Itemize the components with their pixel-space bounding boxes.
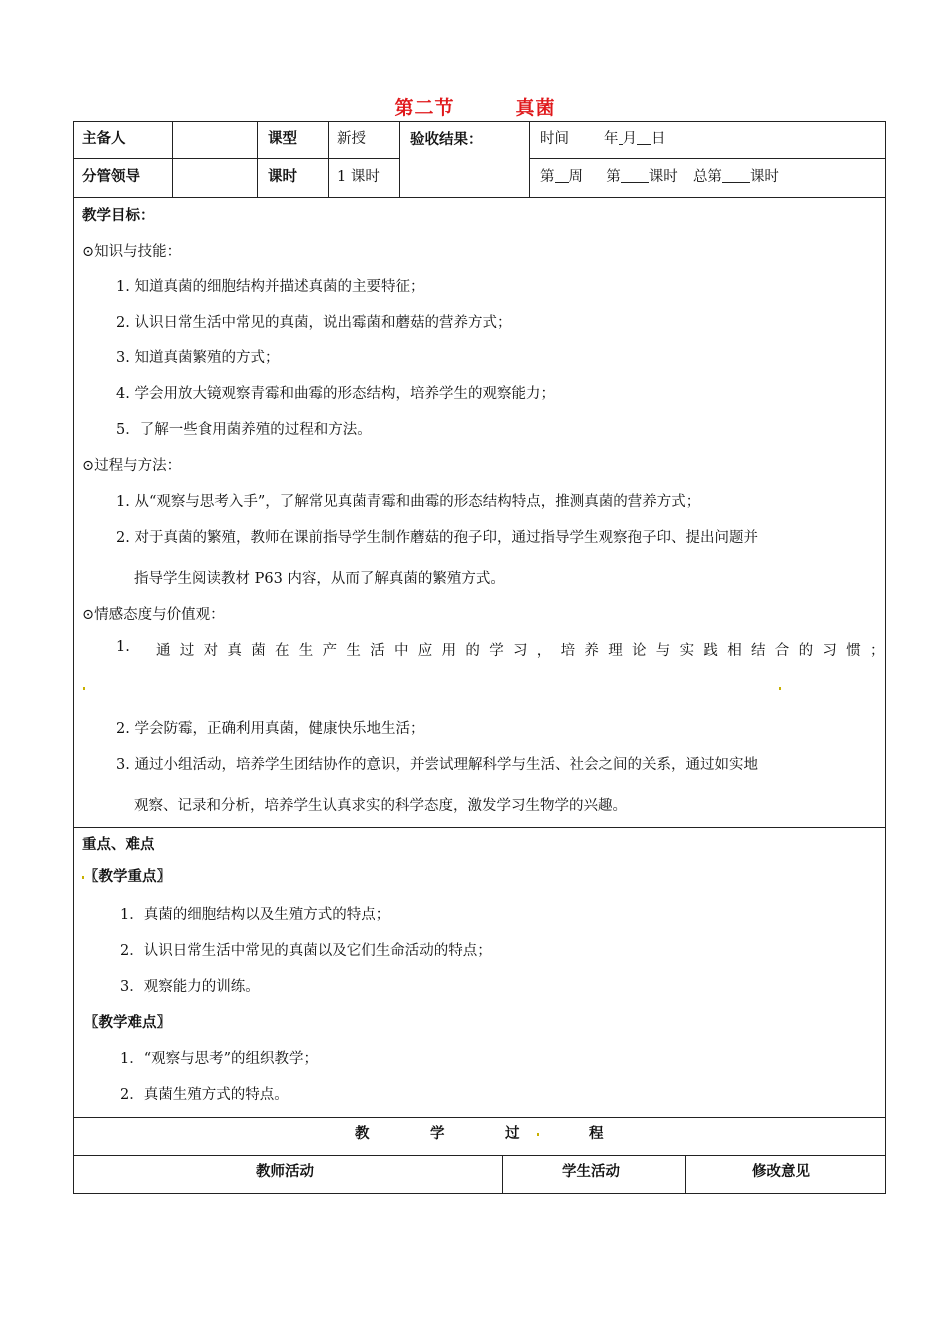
time-month: 月 <box>622 131 637 147</box>
hours-label: 课时 <box>268 168 297 185</box>
week-blank <box>555 168 569 183</box>
attitude-item: 3. 通过小组活动，培养学生团结协作的意识，并尝试理解科学与生活、社会之间的关系，通过如实地 <box>116 757 758 773</box>
week-label: 周 <box>568 169 583 185</box>
header-col-divider <box>172 121 173 198</box>
process-heading-char: 教 <box>355 1125 370 1142</box>
knowledge-item: 5．了解一些食用菌养殖的过程和方法。 <box>116 422 372 438</box>
difficulty-heading: 〖教学难点〗 <box>84 1014 171 1031</box>
knowledge-item: 1. 知道真菌的细胞结构并描述真菌的主要特征； <box>116 279 425 295</box>
stray-mark <box>537 1133 539 1136</box>
key-points-section <box>73 827 886 1118</box>
time-label: 时间 <box>540 131 569 147</box>
column-student-activity: 学生活动 <box>562 1163 620 1180</box>
column-teacher-activity: 教师活动 <box>256 1163 314 1180</box>
period-label: 课时 <box>648 169 678 185</box>
header-row-divider <box>73 158 399 159</box>
process-heading-char: 程 <box>589 1125 604 1142</box>
process-col-divider <box>685 1155 686 1194</box>
objectives-heading: 教学目标： <box>82 207 155 224</box>
header-col-divider <box>399 121 400 198</box>
day-blank <box>637 130 651 145</box>
header-col-divider <box>529 121 530 198</box>
difficulty-item: 2．真菌生殖方式的特点。 <box>120 1087 289 1103</box>
difficulty-item: 1．“观察与思考”的组织教学； <box>120 1051 319 1067</box>
period-blank <box>621 168 649 183</box>
process-heading-char: 过 <box>505 1125 520 1142</box>
stray-mark <box>83 687 85 690</box>
column-revision-notes: 修改意见 <box>752 1163 810 1180</box>
acceptance-label: 验收结果： <box>410 131 483 148</box>
time-value <box>604 127 666 148</box>
process-col-divider <box>502 1155 503 1194</box>
knowledge-heading: ⊙知识与技能： <box>82 244 182 260</box>
header-row-divider-right <box>529 158 886 159</box>
week-prefix: 第 <box>540 169 555 185</box>
process-heading-char: 学 <box>430 1125 445 1142</box>
stray-mark <box>82 876 84 879</box>
attitude-heading: ⊙情感态度与价值观： <box>82 607 225 623</box>
stray-mark <box>779 687 781 690</box>
attitude-item-continued: 观察、记录和分析，培养学生认真求实的科学态度，激发学习生物学的兴趣。 <box>134 798 627 814</box>
header-col-divider <box>257 121 258 198</box>
period-prefix: 第 <box>606 169 621 185</box>
total-prefix: 总第 <box>692 169 722 185</box>
knowledge-item: 4. 学会用放大镜观察青霉和曲霉的形态结构，培养学生的观察能力； <box>116 386 555 402</box>
process-item-continued: 指导学生阅读教材 P63 内容，从而了解真菌的繁殖方式。 <box>134 571 505 587</box>
lesson-type-value: 新授 <box>337 131 366 147</box>
knowledge-item: 2. 认识日常生活中常见的真菌，说出霉菌和蘑菇的营养方式； <box>116 315 512 331</box>
time-year: 年 <box>604 131 619 147</box>
attitude-item-number: 1. <box>116 639 130 655</box>
key-points-heading: 重点、难点 <box>82 836 155 853</box>
preparer-label: 主备人 <box>82 130 126 147</box>
focus-heading: 〖教学重点〗 <box>84 868 171 885</box>
process-item: 1. 从“观察与思考入手”，了解常见真菌青霉和曲霉的形态结构特点，推测真菌的营养方式； <box>116 494 701 510</box>
attitude-item: 通过对真菌在生产生活中应用的学习，培养理论与实践相结合的习惯； <box>156 643 894 659</box>
process-item: 2. 对于真菌的繁殖，教师在课前指导学生制作蘑菇的孢子印，通过指导学生观察孢子印、提出问题并 <box>116 530 758 546</box>
total-label: 课时 <box>749 169 779 185</box>
process-row-divider <box>73 1155 886 1156</box>
process-heading: ⊙过程与方法： <box>82 458 182 474</box>
header-col-divider <box>328 121 329 198</box>
hours-value: 1 课时 <box>337 169 380 185</box>
focus-item: 3．观察能力的训练。 <box>120 979 260 995</box>
knowledge-item: 3. 知道真菌繁殖的方式； <box>116 350 280 366</box>
page-title: 第二节 真菌 <box>394 97 556 119</box>
focus-item: 2．认识日常生活中常见的真菌以及它们生命活动的特点； <box>120 943 492 959</box>
focus-item: 1．真菌的细胞结构以及生殖方式的特点； <box>120 907 391 923</box>
lesson-type-label: 课型 <box>268 130 297 147</box>
schedule-value <box>540 165 779 186</box>
total-blank <box>722 168 750 183</box>
attitude-item: 2. 学会防霉，正确利用真菌，健康快乐地生活； <box>116 721 425 737</box>
supervisor-label: 分管领导 <box>82 168 140 185</box>
time-day: 日 <box>651 131 666 147</box>
